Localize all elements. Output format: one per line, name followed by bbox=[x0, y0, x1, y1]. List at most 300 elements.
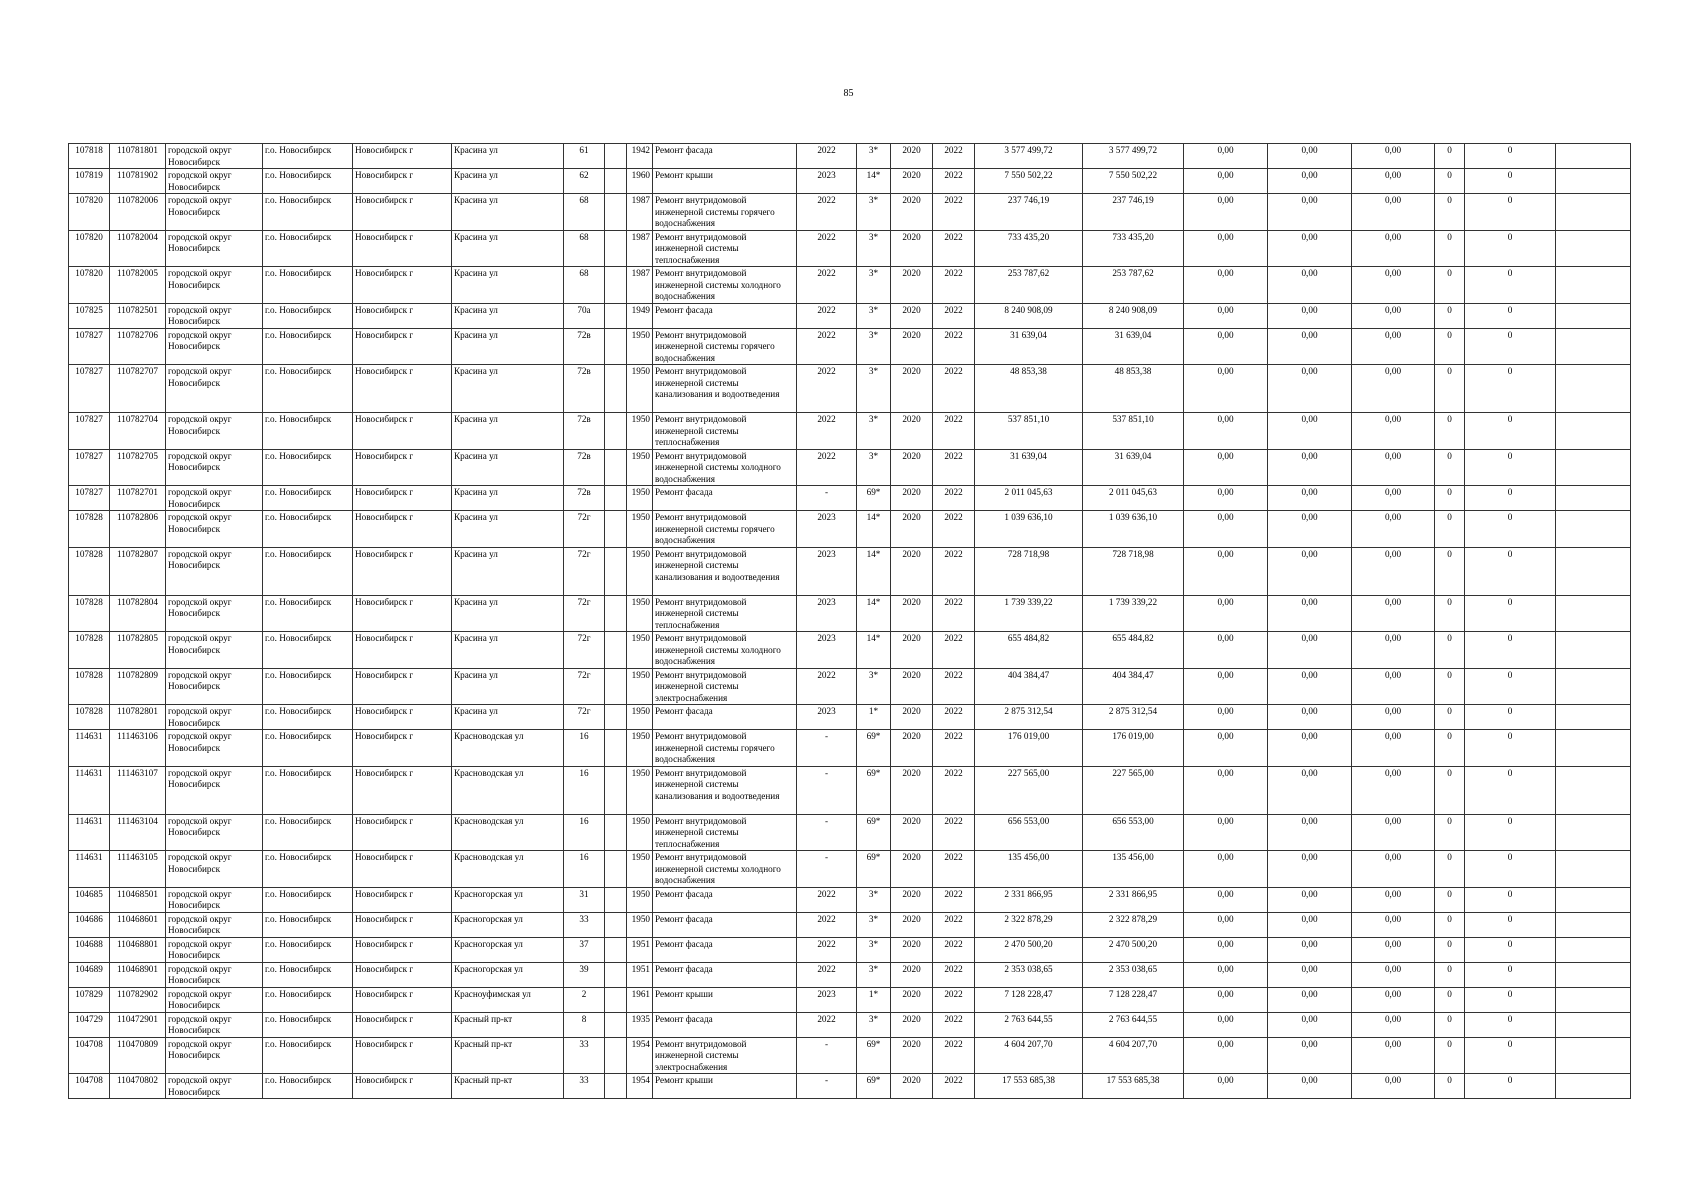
row-value-2: 0,00 bbox=[1268, 962, 1352, 987]
row-id: 107828 bbox=[69, 668, 110, 705]
table-row bbox=[69, 1012, 1631, 1037]
row-note bbox=[1556, 144, 1631, 169]
row-municipality: г.о. Новосибирск bbox=[263, 814, 353, 851]
row-city: Новосибирск г bbox=[353, 1012, 452, 1037]
row-plan-year: 2022 bbox=[797, 668, 857, 705]
row-value-1: 0,00 bbox=[1184, 1074, 1268, 1099]
row-value-3: 0,00 bbox=[1352, 595, 1435, 632]
row-year-to: 2022 bbox=[933, 1074, 975, 1099]
row-street: Красногорская ул bbox=[452, 887, 564, 912]
row-value-2: 0,00 bbox=[1268, 595, 1352, 632]
row-id: 107820 bbox=[69, 230, 110, 267]
row-cost-fund: 135 456,00 bbox=[1083, 851, 1184, 888]
row-id: 107829 bbox=[69, 987, 110, 1012]
row-extra bbox=[605, 730, 627, 767]
row-count-2: 0 bbox=[1465, 987, 1556, 1012]
row-value-1: 0,00 bbox=[1184, 144, 1268, 169]
row-code: 110782701 bbox=[110, 486, 166, 511]
row-count-2: 0 bbox=[1465, 413, 1556, 450]
row-plan-year: 2022 bbox=[797, 1012, 857, 1037]
row-cost-fund: 728 718,98 bbox=[1083, 547, 1184, 595]
row-year-from: 2020 bbox=[891, 987, 933, 1012]
row-cost-total: 2 011 045,63 bbox=[975, 486, 1083, 511]
row-code: 110782902 bbox=[110, 987, 166, 1012]
row-id: 107828 bbox=[69, 632, 110, 669]
table-row bbox=[69, 987, 1631, 1012]
row-house: 72г bbox=[564, 668, 605, 705]
row-year-to: 2022 bbox=[933, 303, 975, 328]
row-work: Ремонт фасада bbox=[653, 912, 797, 937]
row-year-built: 1950 bbox=[627, 766, 653, 814]
row-municipality: г.о. Новосибирск bbox=[263, 1037, 353, 1074]
row-plan-year: 2023 bbox=[797, 987, 857, 1012]
row-year-built: 1950 bbox=[627, 413, 653, 450]
row-street: Красноводская ул bbox=[452, 851, 564, 888]
row-work: Ремонт фасада bbox=[653, 144, 797, 169]
row-street: Красина ул bbox=[452, 303, 564, 328]
row-count-2: 0 bbox=[1465, 814, 1556, 851]
row-year-from: 2020 bbox=[891, 194, 933, 231]
row-city: Новосибирск г bbox=[353, 887, 452, 912]
row-value-3: 0,00 bbox=[1352, 887, 1435, 912]
row-count-2: 0 bbox=[1465, 595, 1556, 632]
row-value-2: 0,00 bbox=[1268, 937, 1352, 962]
row-year-to: 2022 bbox=[933, 668, 975, 705]
row-city: Новосибирск г bbox=[353, 987, 452, 1012]
row-street: Красина ул bbox=[452, 328, 564, 365]
row-note bbox=[1556, 937, 1631, 962]
row-year-to: 2022 bbox=[933, 230, 975, 267]
row-year-to: 2022 bbox=[933, 267, 975, 304]
row-city: Новосибирск г bbox=[353, 730, 452, 767]
row-municipality: г.о. Новосибирск bbox=[263, 547, 353, 595]
row-work: Ремонт фасада bbox=[653, 1012, 797, 1037]
row-house: 33 bbox=[564, 1037, 605, 1074]
row-priority: 3* bbox=[857, 1012, 891, 1037]
row-count-2: 0 bbox=[1465, 962, 1556, 987]
row-note bbox=[1556, 169, 1631, 194]
row-code: 111463104 bbox=[110, 814, 166, 851]
row-extra bbox=[605, 1012, 627, 1037]
row-count-1: 0 bbox=[1435, 1037, 1465, 1074]
row-cost-total: 31 639,04 bbox=[975, 328, 1083, 365]
row-street: Красный пр-кт bbox=[452, 1012, 564, 1037]
row-value-2: 0,00 bbox=[1268, 144, 1352, 169]
row-note bbox=[1556, 668, 1631, 705]
row-value-2: 0,00 bbox=[1268, 668, 1352, 705]
row-code: 110782705 bbox=[110, 449, 166, 486]
row-extra bbox=[605, 705, 627, 730]
row-code: 111463107 bbox=[110, 766, 166, 814]
row-value-1: 0,00 bbox=[1184, 632, 1268, 669]
row-note bbox=[1556, 511, 1631, 548]
row-year-to: 2022 bbox=[933, 1037, 975, 1074]
row-district: городской округ Новосибирск bbox=[166, 912, 263, 937]
row-extra bbox=[605, 851, 627, 888]
row-plan-year: - bbox=[797, 851, 857, 888]
row-value-3: 0,00 bbox=[1352, 328, 1435, 365]
row-city: Новосибирск г bbox=[353, 230, 452, 267]
row-city: Новосибирск г bbox=[353, 169, 452, 194]
row-plan-year: 2022 bbox=[797, 144, 857, 169]
row-id: 107828 bbox=[69, 595, 110, 632]
row-year-to: 2022 bbox=[933, 595, 975, 632]
row-municipality: г.о. Новосибирск bbox=[263, 267, 353, 304]
row-id: 107820 bbox=[69, 194, 110, 231]
table-row bbox=[69, 730, 1631, 767]
row-code: 110782006 bbox=[110, 194, 166, 231]
table-row bbox=[69, 962, 1631, 987]
row-cost-total: 2 353 038,65 bbox=[975, 962, 1083, 987]
row-year-to: 2022 bbox=[933, 547, 975, 595]
row-value-1: 0,00 bbox=[1184, 303, 1268, 328]
row-year-from: 2020 bbox=[891, 1074, 933, 1099]
row-year-from: 2020 bbox=[891, 267, 933, 304]
row-id: 114631 bbox=[69, 851, 110, 888]
row-priority: 14* bbox=[857, 632, 891, 669]
row-district: городской округ Новосибирск bbox=[166, 962, 263, 987]
row-municipality: г.о. Новосибирск bbox=[263, 144, 353, 169]
row-extra bbox=[605, 267, 627, 304]
row-value-3: 0,00 bbox=[1352, 144, 1435, 169]
row-year-from: 2020 bbox=[891, 766, 933, 814]
row-work: Ремонт фасада bbox=[653, 303, 797, 328]
row-district: городской округ Новосибирск bbox=[166, 851, 263, 888]
row-house: 72в bbox=[564, 486, 605, 511]
row-value-2: 0,00 bbox=[1268, 1037, 1352, 1074]
row-work: Ремонт внутридомовой инженерной системы канализования и водоотведения bbox=[653, 547, 797, 595]
row-year-from: 2020 bbox=[891, 705, 933, 730]
row-value-2: 0,00 bbox=[1268, 730, 1352, 767]
row-priority: 3* bbox=[857, 912, 891, 937]
row-year-to: 2022 bbox=[933, 705, 975, 730]
row-note bbox=[1556, 912, 1631, 937]
row-code: 111463105 bbox=[110, 851, 166, 888]
row-value-3: 0,00 bbox=[1352, 632, 1435, 669]
row-cost-fund: 404 384,47 bbox=[1083, 668, 1184, 705]
row-plan-year: 2023 bbox=[797, 547, 857, 595]
row-value-3: 0,00 bbox=[1352, 413, 1435, 450]
row-cost-total: 404 384,47 bbox=[975, 668, 1083, 705]
row-code: 110782801 bbox=[110, 705, 166, 730]
row-extra bbox=[605, 486, 627, 511]
row-cost-total: 7 128 228,47 bbox=[975, 987, 1083, 1012]
row-note bbox=[1556, 1012, 1631, 1037]
row-priority: 3* bbox=[857, 230, 891, 267]
row-year-from: 2020 bbox=[891, 730, 933, 767]
row-count-2: 0 bbox=[1465, 668, 1556, 705]
row-note bbox=[1556, 1037, 1631, 1074]
row-count-2: 0 bbox=[1465, 169, 1556, 194]
table-row bbox=[69, 937, 1631, 962]
row-note bbox=[1556, 705, 1631, 730]
row-city: Новосибирск г bbox=[353, 303, 452, 328]
row-work: Ремонт внутридомовой инженерной системы теплоснабжения bbox=[653, 413, 797, 450]
row-priority: 3* bbox=[857, 144, 891, 169]
row-year-built: 1942 bbox=[627, 144, 653, 169]
row-year-built: 1950 bbox=[627, 887, 653, 912]
row-value-1: 0,00 bbox=[1184, 230, 1268, 267]
row-extra bbox=[605, 511, 627, 548]
row-year-built: 1950 bbox=[627, 511, 653, 548]
row-value-2: 0,00 bbox=[1268, 169, 1352, 194]
row-street: Красина ул bbox=[452, 365, 564, 413]
row-district: городской округ Новосибирск bbox=[166, 1074, 263, 1099]
row-year-built: 1951 bbox=[627, 937, 653, 962]
row-extra bbox=[605, 303, 627, 328]
row-priority: 69* bbox=[857, 814, 891, 851]
row-id: 107819 bbox=[69, 169, 110, 194]
row-value-1: 0,00 bbox=[1184, 851, 1268, 888]
row-count-1: 0 bbox=[1435, 413, 1465, 450]
row-value-2: 0,00 bbox=[1268, 632, 1352, 669]
row-cost-total: 2 322 878,29 bbox=[975, 912, 1083, 937]
row-note bbox=[1556, 766, 1631, 814]
row-cost-total: 728 718,98 bbox=[975, 547, 1083, 595]
row-code: 110782805 bbox=[110, 632, 166, 669]
row-municipality: г.о. Новосибирск bbox=[263, 668, 353, 705]
row-year-built: 1950 bbox=[627, 814, 653, 851]
page-number: 85 bbox=[843, 88, 854, 99]
row-value-3: 0,00 bbox=[1352, 705, 1435, 730]
row-plan-year: 2022 bbox=[797, 230, 857, 267]
row-year-from: 2020 bbox=[891, 912, 933, 937]
row-street: Красногорская ул bbox=[452, 962, 564, 987]
row-plan-year: - bbox=[797, 486, 857, 511]
row-street: Красина ул bbox=[452, 267, 564, 304]
row-note bbox=[1556, 1074, 1631, 1099]
row-street: Красноводская ул bbox=[452, 814, 564, 851]
row-note bbox=[1556, 267, 1631, 304]
row-code: 110470802 bbox=[110, 1074, 166, 1099]
row-id: 104688 bbox=[69, 937, 110, 962]
row-work: Ремонт внутридомовой инженерной системы теплоснабжения bbox=[653, 814, 797, 851]
row-municipality: г.о. Новосибирск bbox=[263, 887, 353, 912]
row-priority: 69* bbox=[857, 851, 891, 888]
row-value-1: 0,00 bbox=[1184, 1037, 1268, 1074]
row-municipality: г.о. Новосибирск bbox=[263, 365, 353, 413]
row-work: Ремонт фасада bbox=[653, 937, 797, 962]
row-value-3: 0,00 bbox=[1352, 1012, 1435, 1037]
row-code: 110781801 bbox=[110, 144, 166, 169]
row-year-from: 2020 bbox=[891, 449, 933, 486]
row-cost-fund: 655 484,82 bbox=[1083, 632, 1184, 669]
row-count-1: 0 bbox=[1435, 730, 1465, 767]
row-municipality: г.о. Новосибирск bbox=[263, 486, 353, 511]
row-cost-total: 8 240 908,09 bbox=[975, 303, 1083, 328]
row-plan-year: 2023 bbox=[797, 705, 857, 730]
row-cost-total: 253 787,62 bbox=[975, 267, 1083, 304]
row-extra bbox=[605, 912, 627, 937]
row-priority: 14* bbox=[857, 511, 891, 548]
table-row bbox=[69, 1074, 1631, 1099]
row-municipality: г.о. Новосибирск bbox=[263, 595, 353, 632]
row-municipality: г.о. Новосибирск bbox=[263, 194, 353, 231]
row-year-built: 1960 bbox=[627, 169, 653, 194]
row-value-3: 0,00 bbox=[1352, 511, 1435, 548]
row-count-1: 0 bbox=[1435, 632, 1465, 669]
row-extra bbox=[605, 595, 627, 632]
row-district: городской округ Новосибирск bbox=[166, 413, 263, 450]
row-street: Красина ул bbox=[452, 449, 564, 486]
row-year-to: 2022 bbox=[933, 962, 975, 987]
row-year-from: 2020 bbox=[891, 303, 933, 328]
row-code: 110782704 bbox=[110, 413, 166, 450]
row-municipality: г.о. Новосибирск bbox=[263, 1074, 353, 1099]
row-year-from: 2020 bbox=[891, 230, 933, 267]
registry-body bbox=[69, 144, 1631, 1099]
row-value-1: 0,00 bbox=[1184, 705, 1268, 730]
row-city: Новосибирск г bbox=[353, 365, 452, 413]
row-priority: 14* bbox=[857, 595, 891, 632]
row-value-1: 0,00 bbox=[1184, 547, 1268, 595]
row-value-1: 0,00 bbox=[1184, 267, 1268, 304]
table-row bbox=[69, 511, 1631, 548]
row-plan-year: - bbox=[797, 730, 857, 767]
row-priority: 3* bbox=[857, 194, 891, 231]
row-value-2: 0,00 bbox=[1268, 303, 1352, 328]
row-value-3: 0,00 bbox=[1352, 194, 1435, 231]
row-value-2: 0,00 bbox=[1268, 1012, 1352, 1037]
row-street: Красина ул bbox=[452, 547, 564, 595]
row-cost-total: 733 435,20 bbox=[975, 230, 1083, 267]
row-note bbox=[1556, 486, 1631, 511]
table-row bbox=[69, 766, 1631, 814]
table-row bbox=[69, 851, 1631, 888]
row-street: Красина ул bbox=[452, 230, 564, 267]
row-municipality: г.о. Новосибирск bbox=[263, 328, 353, 365]
row-count-1: 0 bbox=[1435, 937, 1465, 962]
row-house: 72в bbox=[564, 449, 605, 486]
row-cost-fund: 537 851,10 bbox=[1083, 413, 1184, 450]
row-year-built: 1949 bbox=[627, 303, 653, 328]
row-cost-total: 655 484,82 bbox=[975, 632, 1083, 669]
row-cost-total: 237 746,19 bbox=[975, 194, 1083, 231]
row-value-3: 0,00 bbox=[1352, 851, 1435, 888]
row-year-to: 2022 bbox=[933, 365, 975, 413]
row-year-to: 2022 bbox=[933, 511, 975, 548]
registry-table bbox=[68, 143, 1631, 1099]
row-cost-total: 7 550 502,22 bbox=[975, 169, 1083, 194]
row-value-2: 0,00 bbox=[1268, 267, 1352, 304]
row-priority: 3* bbox=[857, 303, 891, 328]
row-house: 72в bbox=[564, 365, 605, 413]
row-id: 107827 bbox=[69, 486, 110, 511]
row-note bbox=[1556, 987, 1631, 1012]
row-note bbox=[1556, 365, 1631, 413]
row-year-to: 2022 bbox=[933, 449, 975, 486]
row-count-1: 0 bbox=[1435, 547, 1465, 595]
row-street: Красный пр-кт bbox=[452, 1037, 564, 1074]
row-note bbox=[1556, 303, 1631, 328]
row-value-1: 0,00 bbox=[1184, 511, 1268, 548]
row-work: Ремонт внутридомовой инженерной системы электроснабжения bbox=[653, 1037, 797, 1074]
row-city: Новосибирск г bbox=[353, 1074, 452, 1099]
row-year-from: 2020 bbox=[891, 887, 933, 912]
row-district: городской округ Новосибирск bbox=[166, 705, 263, 730]
row-cost-total: 2 470 500,20 bbox=[975, 937, 1083, 962]
row-priority: 69* bbox=[857, 486, 891, 511]
row-municipality: г.о. Новосибирск bbox=[263, 169, 353, 194]
row-house: 72г bbox=[564, 547, 605, 595]
row-count-1: 0 bbox=[1435, 144, 1465, 169]
row-district: городской округ Новосибирск bbox=[166, 1037, 263, 1074]
row-house: 68 bbox=[564, 267, 605, 304]
row-cost-total: 176 019,00 bbox=[975, 730, 1083, 767]
row-house: 8 bbox=[564, 1012, 605, 1037]
row-value-2: 0,00 bbox=[1268, 912, 1352, 937]
row-value-2: 0,00 bbox=[1268, 814, 1352, 851]
row-count-1: 0 bbox=[1435, 365, 1465, 413]
row-year-built: 1950 bbox=[627, 595, 653, 632]
row-code: 110468801 bbox=[110, 937, 166, 962]
row-value-3: 0,00 bbox=[1352, 1037, 1435, 1074]
row-district: городской округ Новосибирск bbox=[166, 547, 263, 595]
row-cost-fund: 227 565,00 bbox=[1083, 766, 1184, 814]
row-year-from: 2020 bbox=[891, 851, 933, 888]
row-count-2: 0 bbox=[1465, 766, 1556, 814]
row-count-1: 0 bbox=[1435, 267, 1465, 304]
row-street: Красноуфимская ул bbox=[452, 987, 564, 1012]
table-row bbox=[69, 449, 1631, 486]
row-value-1: 0,00 bbox=[1184, 1012, 1268, 1037]
row-value-3: 0,00 bbox=[1352, 987, 1435, 1012]
row-cost-fund: 176 019,00 bbox=[1083, 730, 1184, 767]
row-code: 110782004 bbox=[110, 230, 166, 267]
table-row bbox=[69, 547, 1631, 595]
row-year-built: 1954 bbox=[627, 1037, 653, 1074]
row-value-1: 0,00 bbox=[1184, 413, 1268, 450]
row-work: Ремонт внутридомовой инженерной системы горячего водоснабжения bbox=[653, 194, 797, 231]
row-city: Новосибирск г bbox=[353, 328, 452, 365]
row-district: городской округ Новосибирск bbox=[166, 328, 263, 365]
row-code: 110468901 bbox=[110, 962, 166, 987]
row-priority: 69* bbox=[857, 766, 891, 814]
row-plan-year: 2022 bbox=[797, 303, 857, 328]
row-district: городской округ Новосибирск bbox=[166, 144, 263, 169]
row-count-1: 0 bbox=[1435, 705, 1465, 730]
row-work: Ремонт внутридомовой инженерной системы холодного водоснабжения bbox=[653, 632, 797, 669]
row-municipality: г.о. Новосибирск bbox=[263, 632, 353, 669]
row-cost-total: 1 039 636,10 bbox=[975, 511, 1083, 548]
row-plan-year: 2022 bbox=[797, 962, 857, 987]
row-municipality: г.о. Новосибирск bbox=[263, 962, 353, 987]
row-cost-fund: 2 875 312,54 bbox=[1083, 705, 1184, 730]
row-work: Ремонт внутридомовой инженерной системы электроснабжения bbox=[653, 668, 797, 705]
row-house: 68 bbox=[564, 230, 605, 267]
row-note bbox=[1556, 413, 1631, 450]
row-value-1: 0,00 bbox=[1184, 365, 1268, 413]
row-id: 104686 bbox=[69, 912, 110, 937]
row-district: городской округ Новосибирск bbox=[166, 595, 263, 632]
row-municipality: г.о. Новосибирск bbox=[263, 511, 353, 548]
row-priority: 1* bbox=[857, 987, 891, 1012]
row-year-to: 2022 bbox=[933, 1012, 975, 1037]
row-count-1: 0 bbox=[1435, 511, 1465, 548]
row-municipality: г.о. Новосибирск bbox=[263, 413, 353, 450]
row-house: 37 bbox=[564, 937, 605, 962]
row-work: Ремонт крыши bbox=[653, 169, 797, 194]
row-work: Ремонт внутридомовой инженерной системы холодного водоснабжения bbox=[653, 267, 797, 304]
row-extra bbox=[605, 766, 627, 814]
table-row bbox=[69, 595, 1631, 632]
table-row bbox=[69, 705, 1631, 730]
row-year-to: 2022 bbox=[933, 766, 975, 814]
row-year-from: 2020 bbox=[891, 486, 933, 511]
row-municipality: г.о. Новосибирск bbox=[263, 1012, 353, 1037]
row-priority: 69* bbox=[857, 730, 891, 767]
table-row bbox=[69, 230, 1631, 267]
